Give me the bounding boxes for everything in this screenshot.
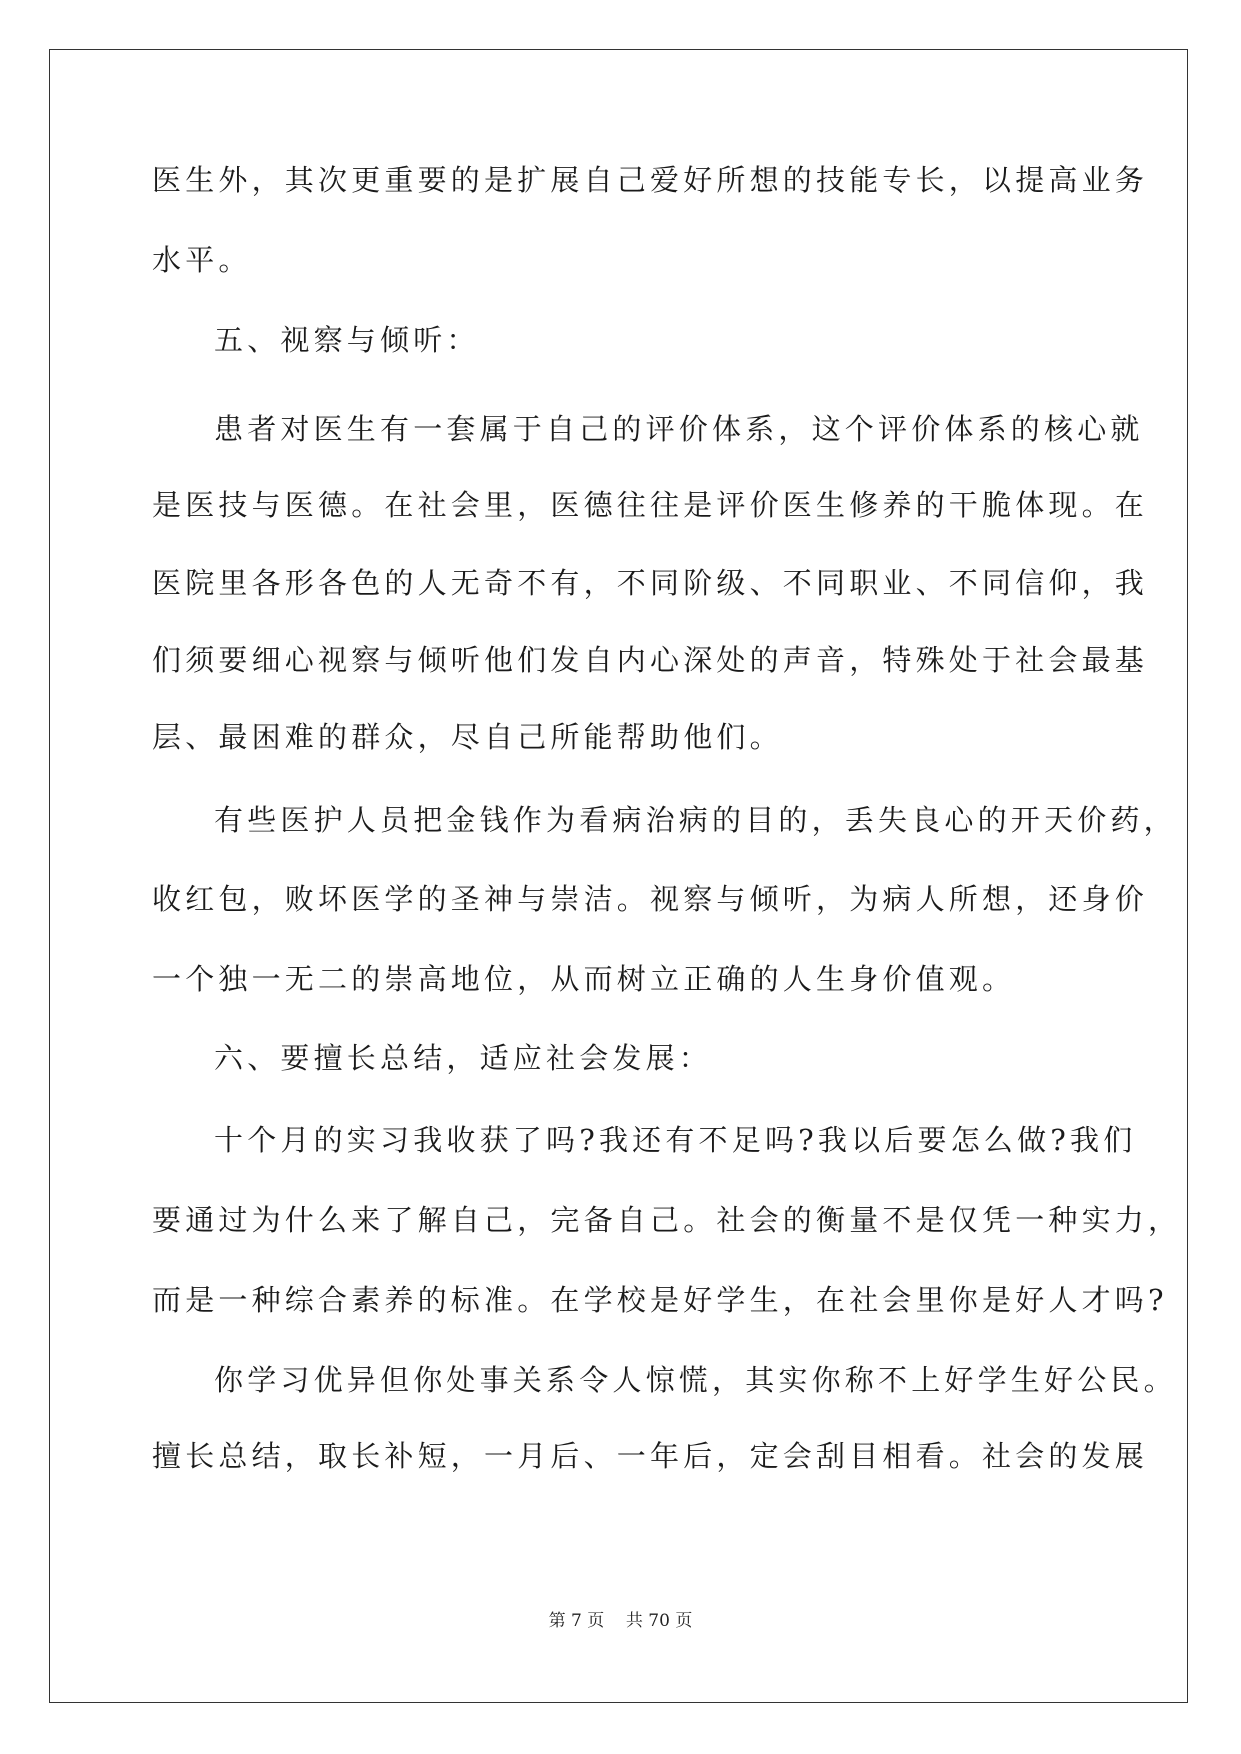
page-number: 第 7 页: [548, 1611, 605, 1631]
text-line: 一个独一无二的崇高地位，从而树立正确的人生身价值观。: [152, 962, 1016, 996]
section-heading: 六、要擅长总结，适应社会发展：: [214, 1041, 713, 1075]
text-line: 是医技与医德。在社会里，医德往往是评价医生修养的干脆体现。在: [152, 488, 1149, 522]
page-footer: [0, 1610, 1241, 1632]
text-line: 十个月的实习我收获了吗?我还有不足吗?我以后要怎么做?我们: [214, 1123, 1137, 1157]
text-line: 患者对医生有一套属于自己的评价体系，这个评价体系的核心就: [214, 412, 1144, 446]
text-line: 有些医护人员把金钱作为看病治病的目的，丢失良心的开天价药，: [214, 803, 1177, 837]
text-line: 水平。: [152, 243, 252, 277]
text-line: 们须要细心视察与倾听他们发自内心深处的声音，特殊处于社会最基: [152, 643, 1149, 677]
text-line: 你学习优异但你处事关系令人惊慌，其实你称不上好学生好公民。: [214, 1363, 1177, 1397]
text-line: 层、最困难的群众，尽自己所能帮助他们。: [152, 720, 783, 754]
text-line: 医生外，其次更重要的是扩展自己爱好所想的技能专长，以提高业务: [152, 163, 1149, 197]
text-line: 擅长总结，取长补短，一月后、一年后，定会刮目相看。社会的发展: [152, 1439, 1149, 1473]
text-line: 医院里各形各色的人无奇不有，不同阶级、不同职业、不同信仰，我: [152, 566, 1149, 600]
section-heading: 五、视察与倾听：: [214, 323, 480, 357]
total-pages: 共 70 页: [625, 1611, 693, 1631]
text-line: 要通过为什么来了解自己，完备自己。社会的衡量不是仅凭一种实力，: [152, 1203, 1182, 1237]
text-line: 收红包，败坏医学的圣神与崇洁。视察与倾听，为病人所想，还身价: [152, 882, 1149, 916]
text-line: 而是一种综合素养的标准。在学校是好学生，在社会里你是好人才吗?: [152, 1283, 1168, 1317]
